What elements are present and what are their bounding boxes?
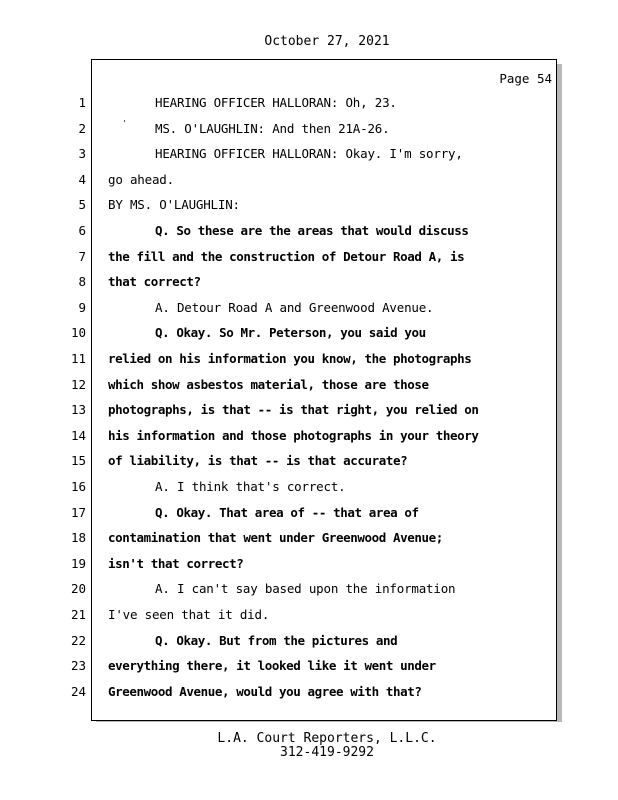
line-number: 17 xyxy=(70,504,86,520)
line-number: 23 xyxy=(70,658,86,674)
line-text: relied on his information you know, the photographs xyxy=(108,351,472,366)
line-text: Q. Okay. So Mr. Peterson, you said you xyxy=(155,325,426,341)
line-text: the fill and the construction of Detour Road A, is xyxy=(108,248,465,264)
transcript-line xyxy=(0,351,618,371)
line-text: Q. Okay. But from the pictures and xyxy=(155,632,398,648)
line-number: 1 xyxy=(78,95,86,110)
line-text: HEARING OFFICER HALLORAN: Oh, 23. xyxy=(155,95,397,110)
transcript-line xyxy=(0,505,618,525)
line-number: 19 xyxy=(70,555,86,571)
line-text: of liability, is that -- is that accurate? xyxy=(108,453,408,469)
transcript-line xyxy=(0,607,618,627)
line-number: 5 xyxy=(78,197,86,213)
page-number: Page 54 xyxy=(499,71,552,86)
line-number: 16 xyxy=(70,479,86,494)
reporter-company: L.A. Court Reporters, L.L.C. xyxy=(217,731,437,746)
line-text: isn't that correct? xyxy=(108,555,244,571)
transcript-line xyxy=(0,453,618,473)
line-number: 3 xyxy=(78,146,86,162)
transcript-line xyxy=(0,121,618,141)
line-text: I've seen that it did. xyxy=(108,607,270,622)
line-number: 24 xyxy=(70,683,86,699)
line-number: 15 xyxy=(70,453,86,469)
transcript-line xyxy=(0,633,618,653)
line-text: Greenwood Avenue, would you agree with that? xyxy=(108,683,422,699)
line-text: which show asbestos material, those are those xyxy=(108,376,429,392)
line-text: Q. So these are the areas that would discuss xyxy=(155,223,469,238)
line-number: 9 xyxy=(78,299,86,315)
line-number: 22 xyxy=(70,632,86,648)
line-text: A. I can't say based upon the information xyxy=(155,581,456,597)
line-number: 2 xyxy=(78,120,86,136)
line-text: A. I think that's correct. xyxy=(155,479,346,494)
line-text: A. Detour Road A and Greenwood Avenue. xyxy=(155,299,434,315)
transcript-line xyxy=(0,172,618,192)
transcript-line xyxy=(0,377,618,397)
line-number: 8 xyxy=(78,274,86,290)
transcript-line xyxy=(0,197,618,217)
line-number: 7 xyxy=(78,248,86,264)
transcript-line xyxy=(0,684,618,704)
line-text: that correct? xyxy=(108,274,201,290)
line-number: 14 xyxy=(70,427,86,443)
transcript-line xyxy=(0,402,618,422)
transcript-line xyxy=(0,223,618,243)
transcript-line xyxy=(0,325,618,345)
line-text: his information and those photographs in your theory xyxy=(108,427,479,443)
line-text: everything there, it looked like it went under xyxy=(108,658,436,674)
line-text: photographs, is that -- is that right, you relied on xyxy=(108,402,479,418)
line-number: 11 xyxy=(70,351,86,366)
line-text: contamination that went under Greenwood Avenue; xyxy=(108,530,443,546)
transcript-line xyxy=(0,581,618,601)
line-number: 6 xyxy=(78,223,86,238)
transcript-line xyxy=(0,479,618,499)
transcript-line xyxy=(0,146,618,166)
transcript-line xyxy=(0,658,618,678)
line-number: 20 xyxy=(70,581,86,597)
line-text: Q. Okay. That area of -- that area of xyxy=(155,504,419,520)
reporter-phone: 312-419-9292 xyxy=(280,745,374,760)
footer xyxy=(0,732,618,760)
transcript-line xyxy=(0,95,618,115)
transcript-line xyxy=(0,274,618,294)
stray-mark: ' xyxy=(122,119,127,128)
line-text: MS. O'LAUGHLIN: And then 21A-26. xyxy=(155,120,390,136)
line-number: 4 xyxy=(78,171,86,187)
line-text: HEARING OFFICER HALLORAN: Okay. I'm sorry, xyxy=(155,146,463,162)
transcript-line xyxy=(0,530,618,550)
transcript-line xyxy=(0,428,618,448)
transcript-line xyxy=(0,556,618,576)
line-text: BY MS. O'LAUGHLIN: xyxy=(108,197,240,213)
transcript-line xyxy=(0,249,618,269)
transcript-date: October 27, 2021 xyxy=(264,34,390,49)
line-text: go ahead. xyxy=(108,171,174,187)
transcript-line xyxy=(0,300,618,320)
line-number: 21 xyxy=(70,607,86,622)
line-number: 10 xyxy=(70,325,86,341)
line-number: 18 xyxy=(70,530,86,546)
line-number: 12 xyxy=(70,376,86,392)
line-number: 13 xyxy=(70,402,86,418)
